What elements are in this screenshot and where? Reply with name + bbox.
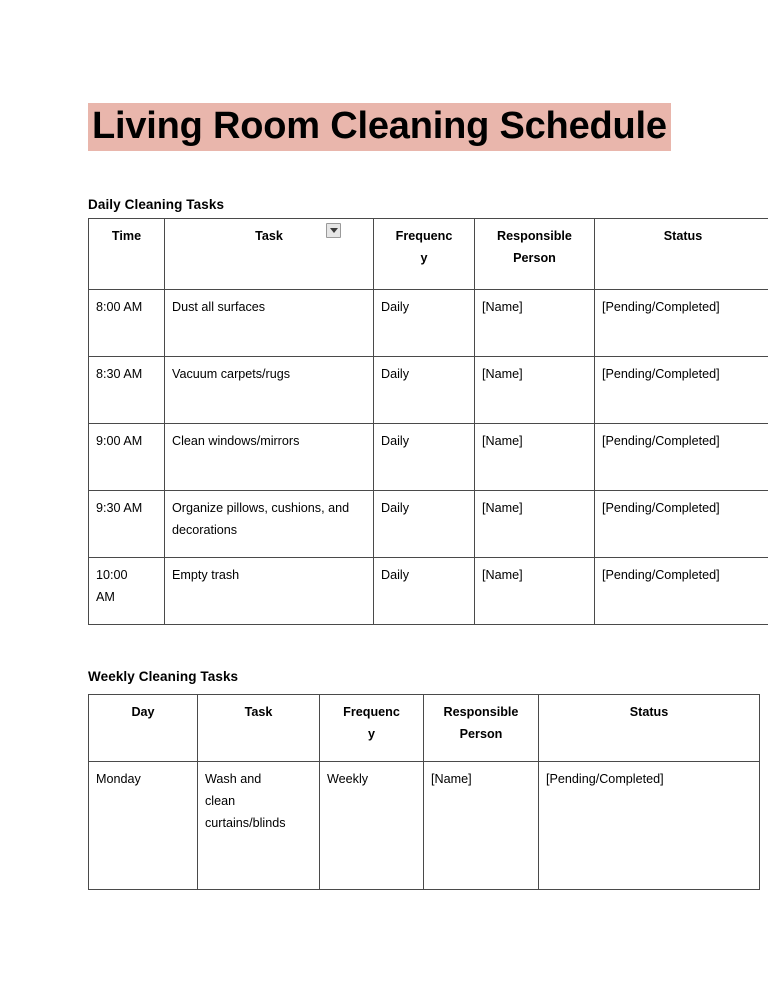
- cell-task[interactable]: [165, 491, 374, 558]
- column-header-responsible-person[interactable]: [424, 695, 539, 762]
- cell-frequency-text: Daily: [381, 568, 409, 582]
- cell-frequency-text: Daily: [381, 501, 409, 515]
- table-daily-header: [89, 219, 768, 290]
- cell-responsible-text: [Name]: [482, 300, 523, 314]
- cell-time[interactable]: [89, 491, 165, 558]
- table-weekly-cleaning-tasks: [88, 694, 760, 890]
- column-header-frequency[interactable]: [320, 695, 424, 762]
- column-header-task-label: Task: [244, 705, 273, 719]
- page-title-container: [88, 101, 688, 151]
- cell-responsible[interactable]: [475, 357, 595, 424]
- cell-task-text: Vacuum carpets/rugs: [172, 367, 291, 381]
- column-header-task[interactable]: [165, 219, 374, 290]
- cell-task[interactable]: [165, 290, 374, 357]
- column-header-time[interactable]: [89, 219, 165, 290]
- section-heading-daily: Daily Cleaning Tasks: [88, 197, 225, 212]
- cell-responsible[interactable]: [475, 558, 595, 625]
- cell-status[interactable]: [595, 357, 768, 424]
- cell-frequency-text: Daily: [381, 434, 409, 448]
- cell-frequency-text: Daily: [381, 300, 409, 314]
- cell-day-text: Monday: [96, 772, 141, 786]
- table-header-row: [89, 219, 768, 290]
- table-daily-body: [89, 290, 768, 625]
- cell-responsible[interactable]: [475, 424, 595, 491]
- section-heading-weekly: Weekly Cleaning Tasks: [88, 669, 239, 684]
- cell-time[interactable]: [89, 290, 165, 357]
- column-header-task-label: Task: [255, 229, 283, 243]
- cell-task-text: Organize pillows, cushions, and decorations: [172, 501, 350, 537]
- cell-task-text: Dust all surfaces: [172, 300, 266, 314]
- column-header-frequency[interactable]: [374, 219, 475, 290]
- cell-time-text: 8:00 AM: [96, 300, 143, 314]
- cell-task-text: Clean windows/mirrors: [172, 434, 300, 448]
- column-header-status[interactable]: [539, 695, 760, 762]
- cell-responsible-text: [Name]: [482, 434, 523, 448]
- column-header-responsible-person-label: Responsible Person: [497, 229, 572, 265]
- cell-time-text: 9:00 AM: [96, 434, 143, 448]
- cell-time-text: 9:30 AM: [96, 501, 143, 515]
- column-header-responsible-person[interactable]: [475, 219, 595, 290]
- cell-status[interactable]: [595, 558, 768, 625]
- column-header-day[interactable]: [89, 695, 198, 762]
- column-header-status-label: Status: [629, 705, 669, 719]
- cell-frequency[interactable]: [374, 491, 475, 558]
- task-column-dropdown-button[interactable]: [326, 223, 341, 238]
- table-row[interactable]: [89, 424, 768, 491]
- cell-day[interactable]: [89, 762, 198, 890]
- cell-status-text: [Pending/Completed]: [602, 300, 720, 314]
- cell-responsible[interactable]: [475, 491, 595, 558]
- cell-frequency[interactable]: [374, 424, 475, 491]
- page-title: Living Room Cleaning Schedule: [88, 103, 671, 151]
- cell-task[interactable]: [165, 424, 374, 491]
- table-header-row: [89, 695, 760, 762]
- cell-status[interactable]: [539, 762, 760, 890]
- cell-status-text: [Pending/Completed]: [602, 434, 720, 448]
- cell-time[interactable]: [89, 424, 165, 491]
- cell-status-text: [Pending/Completed]: [602, 568, 720, 582]
- column-header-status[interactable]: [595, 219, 768, 290]
- cell-frequency[interactable]: [374, 290, 475, 357]
- cell-task-text: Empty trash: [172, 568, 240, 582]
- column-header-day-label: Day: [131, 705, 155, 719]
- cell-status[interactable]: [595, 424, 768, 491]
- cell-task-text: Wash and clean curtains/blinds: [205, 772, 286, 830]
- cell-status-text: [Pending/Completed]: [602, 501, 720, 515]
- cell-responsible-text: [Name]: [482, 568, 523, 582]
- cell-frequency-text: Weekly: [327, 772, 369, 786]
- cell-time-text: 8:30 AM: [96, 367, 143, 381]
- cell-frequency[interactable]: [374, 357, 475, 424]
- chevron-down-icon: [330, 228, 338, 233]
- column-header-frequency-label: Frequency: [343, 705, 400, 741]
- cell-status[interactable]: [595, 290, 768, 357]
- cell-frequency-text: Daily: [381, 367, 409, 381]
- table-weekly-body: [89, 762, 760, 890]
- cell-responsible[interactable]: [424, 762, 539, 890]
- table-daily-cleaning-tasks: [88, 218, 768, 625]
- table-row[interactable]: [89, 357, 768, 424]
- cell-responsible-text: [Name]: [431, 772, 472, 786]
- column-header-task[interactable]: [198, 695, 320, 762]
- table-row[interactable]: [89, 558, 768, 625]
- cell-time-text: 10:00 AM: [96, 568, 128, 604]
- column-header-responsible-person-label: Responsible Person: [443, 705, 519, 741]
- cell-task[interactable]: [165, 558, 374, 625]
- cell-status-text: [Pending/Completed]: [546, 772, 664, 786]
- cell-frequency[interactable]: [374, 558, 475, 625]
- column-header-frequency-label: Frequency: [395, 229, 453, 265]
- cell-frequency[interactable]: [320, 762, 424, 890]
- cell-status[interactable]: [595, 491, 768, 558]
- table-row[interactable]: [89, 762, 760, 890]
- cell-responsible-text: [Name]: [482, 367, 523, 381]
- cell-time[interactable]: [89, 357, 165, 424]
- table-row[interactable]: [89, 491, 768, 558]
- cell-status-text: [Pending/Completed]: [602, 367, 720, 381]
- column-header-status-label: Status: [663, 229, 703, 243]
- column-header-time-label: Time: [111, 229, 142, 243]
- table-weekly-header: [89, 695, 760, 762]
- cell-time[interactable]: [89, 558, 165, 625]
- table-row[interactable]: [89, 290, 768, 357]
- cell-responsible[interactable]: [475, 290, 595, 357]
- cell-responsible-text: [Name]: [482, 501, 523, 515]
- cell-task[interactable]: [165, 357, 374, 424]
- cell-task[interactable]: [198, 762, 320, 890]
